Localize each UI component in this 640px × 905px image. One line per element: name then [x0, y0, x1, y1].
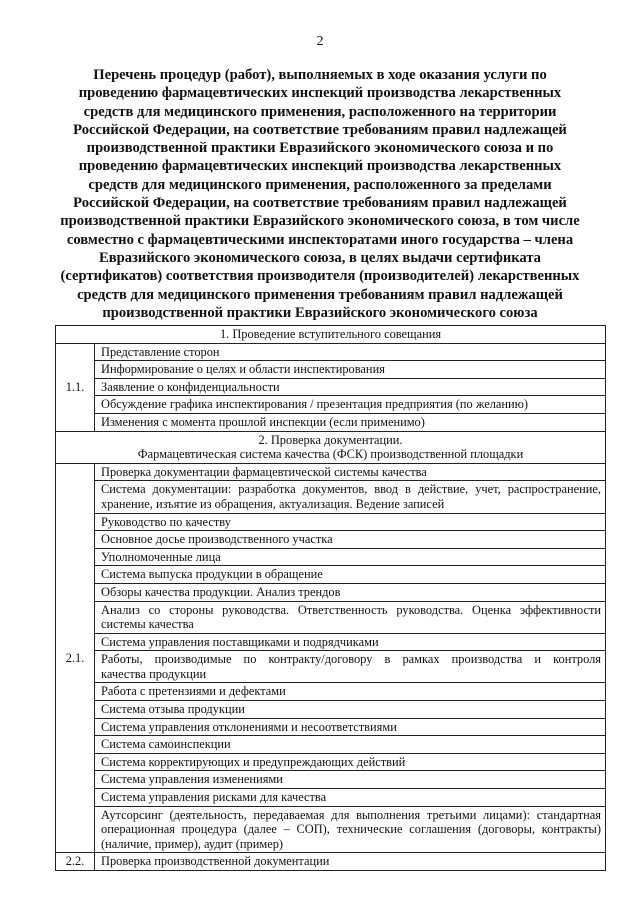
list-item — [95, 531, 606, 549]
table-row — [56, 633, 606, 651]
list-item-line: Работы, производимые по контракту/договору в рамках производства и контроля — [101, 652, 601, 667]
section-2-heading-line: 2. Проверка документации. — [258, 432, 403, 447]
table-row — [56, 701, 606, 719]
list-item-line: Система документации: разработка документов, ввод в действие, учет, распространение, — [101, 482, 601, 497]
table-row — [56, 789, 606, 807]
title-line: производственной практики Евразийского экономического союза — [102, 304, 538, 321]
table-row — [56, 378, 606, 396]
list-item-line: Проверка документации фармацевтической системы качества — [101, 464, 427, 479]
table-row — [56, 736, 606, 754]
table-row — [56, 853, 606, 871]
title-line: производственной практики Евразийского экономического союза и по — [86, 140, 554, 157]
list-item-line: Система управления отклонениями и несоответствиями — [101, 719, 397, 734]
table-row — [56, 683, 606, 701]
list-item — [95, 718, 606, 736]
list-item — [95, 683, 606, 701]
table-row — [56, 481, 606, 513]
table-row — [56, 343, 606, 361]
list-item-line: Система выпуска продукции в обращение — [101, 567, 323, 582]
table-row — [56, 548, 606, 566]
table-row — [56, 463, 606, 481]
title-line: проведению фармацевтических инспекций производства лекарственных — [78, 158, 562, 175]
list-item-line: Аутсорсинг (деятельность, передаваемая для выполнения третьими лицами): стандартная — [101, 807, 601, 822]
list-item: Проверка производственной документации — [95, 853, 606, 871]
title-line: Российской Федерации, на соответствие требованиям правил надлежащей — [73, 195, 567, 212]
list-item — [95, 601, 606, 633]
list-item-line: Система самоинспекции — [101, 737, 231, 752]
section-1-header-row — [56, 326, 606, 344]
table-row — [56, 583, 606, 601]
section-2-header-row — [56, 431, 606, 463]
list-item-line: Система управления поставщиками и подрядчиками — [101, 634, 379, 649]
section-2-heading — [56, 431, 606, 463]
title-line: (сертификатов) соответствия производителя (производителей) лекарственных — [60, 268, 580, 285]
list-item — [95, 753, 606, 771]
list-item-line: Работа с претензиями и дефектами — [101, 684, 286, 699]
title-line: Евразийского экономического союза, в целях выдачи сертификата — [99, 249, 541, 266]
list-item — [95, 789, 606, 807]
row-number: 2.1. — [56, 463, 95, 853]
section-2-heading-line: Фармацевтическая система качества (ФСК) производственной площадки — [137, 447, 524, 462]
list-item-line: Основное досье производственного участка — [101, 532, 333, 547]
list-item-line: системы качества — [101, 617, 194, 632]
table-row — [56, 753, 606, 771]
title-line: средств для медицинского применения требованиям правил надлежащей — [77, 286, 563, 303]
list-item-line: качества продукции — [101, 666, 207, 681]
table-row — [56, 806, 606, 853]
document-title — [40, 66, 600, 322]
title-line: совместно с фармацевтическими инспекторатами иного государства – члена — [66, 231, 574, 248]
list-item — [95, 771, 606, 789]
row-number: 2.2. — [56, 853, 95, 871]
title-line: средств для медицинского применения, расположенного на территории — [83, 103, 557, 120]
list-item — [95, 481, 606, 513]
list-item-line: (наличие, пример), аудит (пример) — [101, 836, 284, 851]
table-row — [56, 513, 606, 531]
title-line: Российской Федерации, на соответствие требованиям правил надлежащей — [73, 121, 567, 138]
section-1-heading: 1. Проведение вступительного совещания — [56, 326, 606, 344]
list-item: Изменения с момента прошлой инспекции (если применимо) — [95, 413, 606, 431]
table-row — [56, 718, 606, 736]
list-item-line: Система управления изменениями — [101, 772, 283, 787]
table-row — [56, 651, 606, 683]
list-item-line: Анализ со стороны руководства. Ответственность руководства. Оценка эффективности — [101, 602, 601, 617]
list-item — [95, 513, 606, 531]
list-item — [95, 583, 606, 601]
list-item: Информирование о целях и области инспектирования — [95, 361, 606, 379]
title-line: средств для медицинского применения, расположенного за пределами — [88, 176, 552, 193]
list-item — [95, 566, 606, 584]
table-row — [56, 531, 606, 549]
table-row — [56, 601, 606, 633]
list-item — [95, 548, 606, 566]
list-item-line: Обзоры качества продукции. Анализ трендов — [101, 584, 341, 599]
list-item — [95, 463, 606, 481]
row-number: 1.1. — [56, 343, 95, 431]
list-item — [95, 633, 606, 651]
table-row — [56, 361, 606, 379]
list-item — [95, 736, 606, 754]
list-item — [95, 651, 606, 683]
page-number: 2 — [316, 34, 324, 49]
list-item: Обсуждение графика инспектирования / презентация предприятия (по желанию) — [95, 396, 606, 414]
procedures-table — [55, 325, 606, 871]
list-item-line: операционная процедура (далее – СОП), технические соглашения (договоры, контракты) — [101, 822, 601, 837]
list-item-line: Руководство по качеству — [101, 514, 231, 529]
list-item-line: Система управления рисками для качества — [101, 790, 327, 805]
table-row — [56, 566, 606, 584]
list-item-line: хранение, изъятие из обращения, актуализация. Ведение записей — [101, 496, 445, 511]
title-line: Перечень процедур (работ), выполняемых в ходе оказания услуги по — [93, 67, 547, 83]
list-item: Заявление о конфиденциальности — [95, 378, 606, 396]
title-line: производственной практики Евразийского экономического союза, в том числе — [60, 213, 580, 230]
table-row — [56, 396, 606, 414]
list-item — [95, 806, 606, 853]
list-item-line: Система корректирующих и предупреждающих действий — [101, 754, 406, 769]
list-item-line: Система отзыва продукции — [101, 702, 245, 717]
list-item-line: Уполномоченные лица — [101, 549, 221, 564]
list-item: Представление сторон — [95, 343, 606, 361]
title-line: проведению фармацевтических инспекций производства лекарственных — [78, 85, 562, 102]
table-row — [56, 771, 606, 789]
list-item — [95, 701, 606, 719]
table-row — [56, 413, 606, 431]
